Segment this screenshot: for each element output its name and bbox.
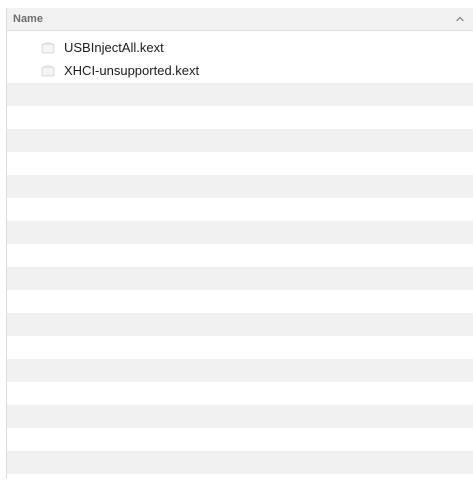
file-name-label: XHCI-unsupported.kext <box>64 63 200 78</box>
empty-row <box>7 382 473 405</box>
empty-row <box>7 106 473 129</box>
empty-row <box>7 405 473 428</box>
file-rows <box>7 37 473 483</box>
chevron-up-icon[interactable] <box>455 14 465 24</box>
empty-row <box>7 152 473 175</box>
file-row-xhci-unsupported[interactable] <box>7 60 473 83</box>
empty-row <box>7 336 473 359</box>
empty-row <box>7 313 473 336</box>
name-column-header[interactable] <box>7 8 473 31</box>
name-column-label: Name <box>13 13 43 25</box>
empty-row <box>7 175 473 198</box>
empty-row <box>7 359 473 382</box>
empty-row <box>7 451 473 474</box>
empty-row <box>7 129 473 152</box>
file-name-label: USBInjectAll.kext <box>64 40 164 55</box>
kext-bundle-icon <box>41 64 55 78</box>
empty-row <box>7 83 473 106</box>
empty-row <box>7 267 473 290</box>
empty-row <box>7 221 473 244</box>
empty-row <box>7 290 473 313</box>
kext-bundle-icon <box>41 41 55 55</box>
empty-row <box>7 428 473 451</box>
empty-row <box>7 244 473 267</box>
file-row-usbinjectall[interactable] <box>7 37 473 60</box>
empty-row <box>7 198 473 221</box>
